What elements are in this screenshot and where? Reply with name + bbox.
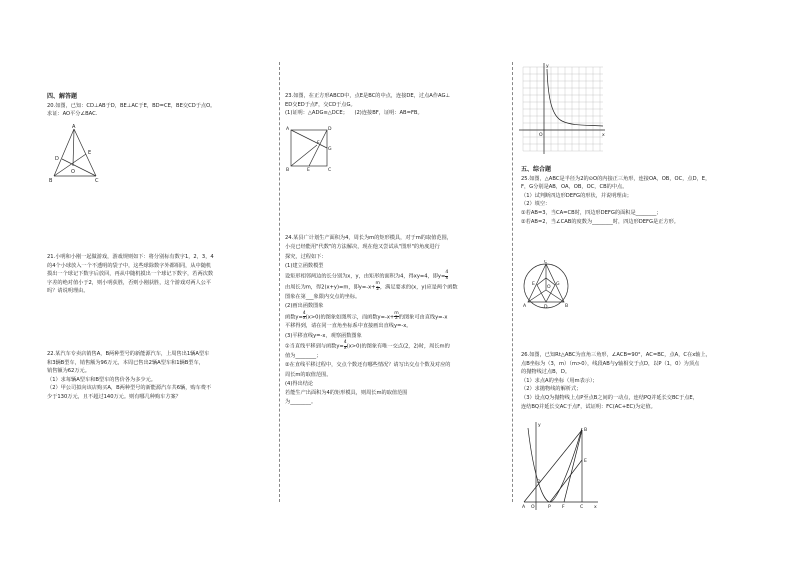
column-1	[47, 93, 273, 119]
q24-line-8: (2)画出函数图象	[285, 303, 324, 310]
q23-label-B: B	[286, 168, 290, 172]
q25-line-2: F，G分别是AB，OA，OB，OC，CB的中点。	[521, 184, 628, 191]
q26-line-1: 26.如图，已知Rt△ABC为直角三角形，∠ACB=90°，AC=BC，点A，C在x轴上，	[521, 352, 711, 358]
column-divider-right	[512, 62, 513, 502]
q24-line-9-text-c: 的图象可由直线y=-x	[398, 314, 448, 321]
section-heading-comprehensive: 五、综合题	[521, 166, 552, 173]
q24-line-6	[285, 282, 507, 293]
q22-line-3: 销售额为62万元。	[47, 368, 90, 375]
q26-label-x: x	[594, 505, 597, 510]
q20-line-2: 求证：AO平分∠BAC.	[47, 111, 98, 118]
q25-line-5: ①若AB=3，当CA=CB时，四边形DEFG的面积是________；	[521, 209, 662, 216]
fraction-4-over-x	[445, 271, 448, 281]
q25-line-1: 25.如图，△ABC是半径为2的⊙O的内接正三角形，连接OA，OB，OC，点D，E，	[521, 175, 711, 182]
q23-label-A: A	[286, 127, 290, 132]
q24-line-12-text-b: (x>0)的图象有唯一交点(2，2)时，周长m的	[346, 343, 450, 350]
q24-line-3: 探究，过程如下：	[285, 253, 327, 260]
fraction-numerator: m	[394, 310, 399, 316]
q25-label-B: B	[565, 304, 569, 309]
fraction-denominator: x	[302, 316, 306, 322]
q25-label-C: C	[544, 260, 548, 265]
graph-label-origin: O	[539, 133, 543, 138]
q26-label-y: y	[538, 423, 541, 428]
q26-line-7: 连结BQ并延长交AC于点F，试证明：FC(AC+EC)为定值。	[521, 403, 656, 410]
q24-line-9	[285, 312, 507, 323]
q23-label-D: D	[328, 127, 332, 132]
q21-line-3: 摸出一个球记下数字后放回，再从中随机摸出一个球记下数字，若两次数	[47, 271, 214, 278]
q24-line-17: 若能生产出面积为4的矩形模具，则周长m的取值范围	[285, 390, 408, 397]
q26-line-2: 点B坐标为（3，m）（m>0），线段AB与y轴相交于点D，以P（1，0）为顶点	[521, 360, 700, 367]
q24-line-10: 平移得到，请在同一直角坐标系中直接画出直线y=-x。	[285, 323, 412, 330]
q24-line-12-text-a: ①当直线平移到与函数y=	[285, 343, 344, 350]
fraction-numerator: 4	[343, 340, 347, 346]
q22-line-1: 22.某汽车专卖店销售A，B两种型号的新能源汽车，上周售出1辆A型车	[47, 351, 210, 357]
q25-label-O: O	[547, 285, 551, 290]
q20-label-D: D	[55, 156, 59, 162]
fraction-denominator: x	[343, 345, 347, 351]
q23-label-E: E	[307, 168, 310, 172]
q24-line-5-text: 设矩形相邻两边的长分别为x，y，由矩形的面积为4，得xy=4，即y=	[285, 273, 446, 280]
q24-line-9-text-a: 函数y=	[285, 314, 303, 321]
q24-line-11: (3)平移直线y=-x，观察函数图象	[285, 332, 362, 339]
q25-line-3: （1）试判断四边形DEFG的形状，并说明理由；	[521, 192, 632, 199]
q23-label-G: G	[328, 147, 332, 152]
q24-line-6-text-a: 由周长为m，得2(x+y)=m，即y=-x+	[285, 284, 376, 291]
q26-parabola-figure	[520, 420, 600, 512]
q22-line-2: 和3辆B型车，销售额为96万元，本周已售出2辆A型车和1辆B型车，	[47, 359, 204, 366]
q20-triangle-figure	[48, 124, 104, 184]
q23-block	[285, 92, 507, 118]
q22-line-6: 少于130万元，且不超过140万元。则有哪几种购车方案？	[47, 393, 181, 400]
q25-label-D: D	[544, 305, 548, 310]
q26-label-C: C	[580, 505, 584, 510]
q21-line-1: 21.小明和小刚一起做游戏，游戏规则如下：将分别标有数字1，2，3，4	[47, 254, 214, 260]
q24-line-12	[285, 341, 507, 352]
q20-line-1: 20.如图，已知：CD⊥AB于D，BE⊥AC于E，BD=CE，BE交CD于点O。	[47, 102, 216, 109]
q23-label-C: C	[328, 168, 332, 172]
q20-label-A: A	[72, 124, 76, 130]
q24-line-15: 周长m的取值范围。	[285, 371, 332, 378]
q23-line-2: ED交ED于点F，交CD于点G。	[285, 101, 356, 108]
section-heading-answer: 四、解答题	[47, 93, 78, 100]
graph-label-y: y	[546, 64, 549, 69]
q24-line-1: 24.某县广计划生产面积为4，周长为m的矩形模具，对于m的取值范围，	[285, 235, 452, 241]
q25-line-4: （2）填空：	[521, 201, 551, 208]
q20-label-O: O	[71, 169, 75, 175]
q24-line-18: 为________。	[285, 399, 317, 406]
q21-line-5: 吗？请说明理由。	[47, 288, 89, 295]
q21-line-2: 的4个小球放入一个不透明的袋子中，这些球除数字外都相同，从中随机	[47, 262, 212, 269]
q26-label-A: A	[522, 505, 526, 510]
q23-line-3: (1)证明：△ADG≌△DCE； (2)连接BF，证明：AB=FB。	[285, 110, 423, 117]
q24-line-9-text-b: (x>0)的图象如图所示，而函数y=-x+	[305, 314, 395, 321]
q26-line-6: （3）设点Q为抛物线上点P至点B之间的一动点，连结PQ并延长交BC于点E，	[521, 394, 698, 401]
graph-label-x: x	[602, 133, 605, 138]
q25-circle-figure	[520, 260, 572, 316]
q26-label-O: O	[531, 505, 535, 510]
q26-line-3: 的抛物线过点B，D。	[521, 369, 571, 376]
q26-label-P: P	[548, 505, 551, 510]
q24-block	[285, 234, 507, 408]
q23-line-1: 23.如图，在正方形ABCD中，点E是BC的中点，连接DE，过点A作AG⊥	[285, 93, 451, 99]
column-divider-left	[279, 62, 280, 502]
q24-line-2: 小亮已经能用"代数"的方法解决，现在他又尝试从"图形"的角度进行	[285, 244, 440, 251]
q22-line-5: （2）甲公司拟向该店购买A，B两种型号的新能源汽车共6辆，购车费不	[47, 385, 212, 392]
q22-block	[47, 350, 273, 402]
fraction-denominator: 2	[376, 286, 380, 292]
q23-square-figure	[284, 124, 334, 172]
q24-line-13: 值为________；	[285, 352, 322, 359]
q20-label-E: E	[88, 150, 92, 156]
q20-label-B: B	[49, 178, 53, 184]
q26-label-E: E	[584, 459, 587, 464]
q26-label-F: F	[562, 505, 565, 510]
q21-line-4: 字差的绝对值小于2，则小明获胜，否则小刚获胜，这个游戏对两人公平	[47, 279, 212, 286]
q26-label-D: D	[537, 480, 541, 485]
fraction-numerator: 4	[302, 310, 306, 316]
q26-label-B: B	[584, 428, 588, 433]
q24-line-5	[285, 271, 507, 282]
q24-line-7: 图象在第___象限内交点的坐标。	[285, 293, 361, 300]
fraction-denominator: 2	[395, 316, 398, 322]
q24-line-4: (1)建立函数模型	[285, 262, 324, 269]
q23-label-F: F	[317, 141, 320, 146]
q25-line-6: ②若AB=2，当∠CAB的度数为________时，四边形DEFG是正方形。	[521, 218, 679, 225]
q25-label-E: E	[532, 282, 535, 287]
q24-line-14: ②在直线平移过程中，交点个数还有哪些情况？请写出交点个数及对应的	[285, 362, 451, 369]
q22-line-4: （1）求每辆A型车和B型车的售价各为多少元。	[47, 376, 156, 383]
q25-block	[521, 166, 787, 226]
q25-label-G: G	[556, 282, 560, 287]
q26-line-4: （1）求点A的坐标（用m表示）；	[521, 377, 598, 384]
fraction-denominator: x	[445, 275, 449, 281]
q26-line-5: （2）求抛物线的解析式；	[521, 386, 582, 393]
q26-block	[521, 351, 787, 411]
q24-grid-graph	[517, 61, 607, 157]
q24-line-16: (4)得出结论	[285, 380, 314, 387]
q24-line-6-text-b: ，满足要求的(x，y)应是两个函数	[379, 284, 458, 291]
fraction-numerator: m	[375, 281, 380, 287]
fraction-numerator: 4	[445, 270, 449, 276]
q20-label-C: C	[95, 178, 99, 184]
q25-label-A: A	[523, 304, 527, 309]
q21-block	[47, 253, 273, 296]
